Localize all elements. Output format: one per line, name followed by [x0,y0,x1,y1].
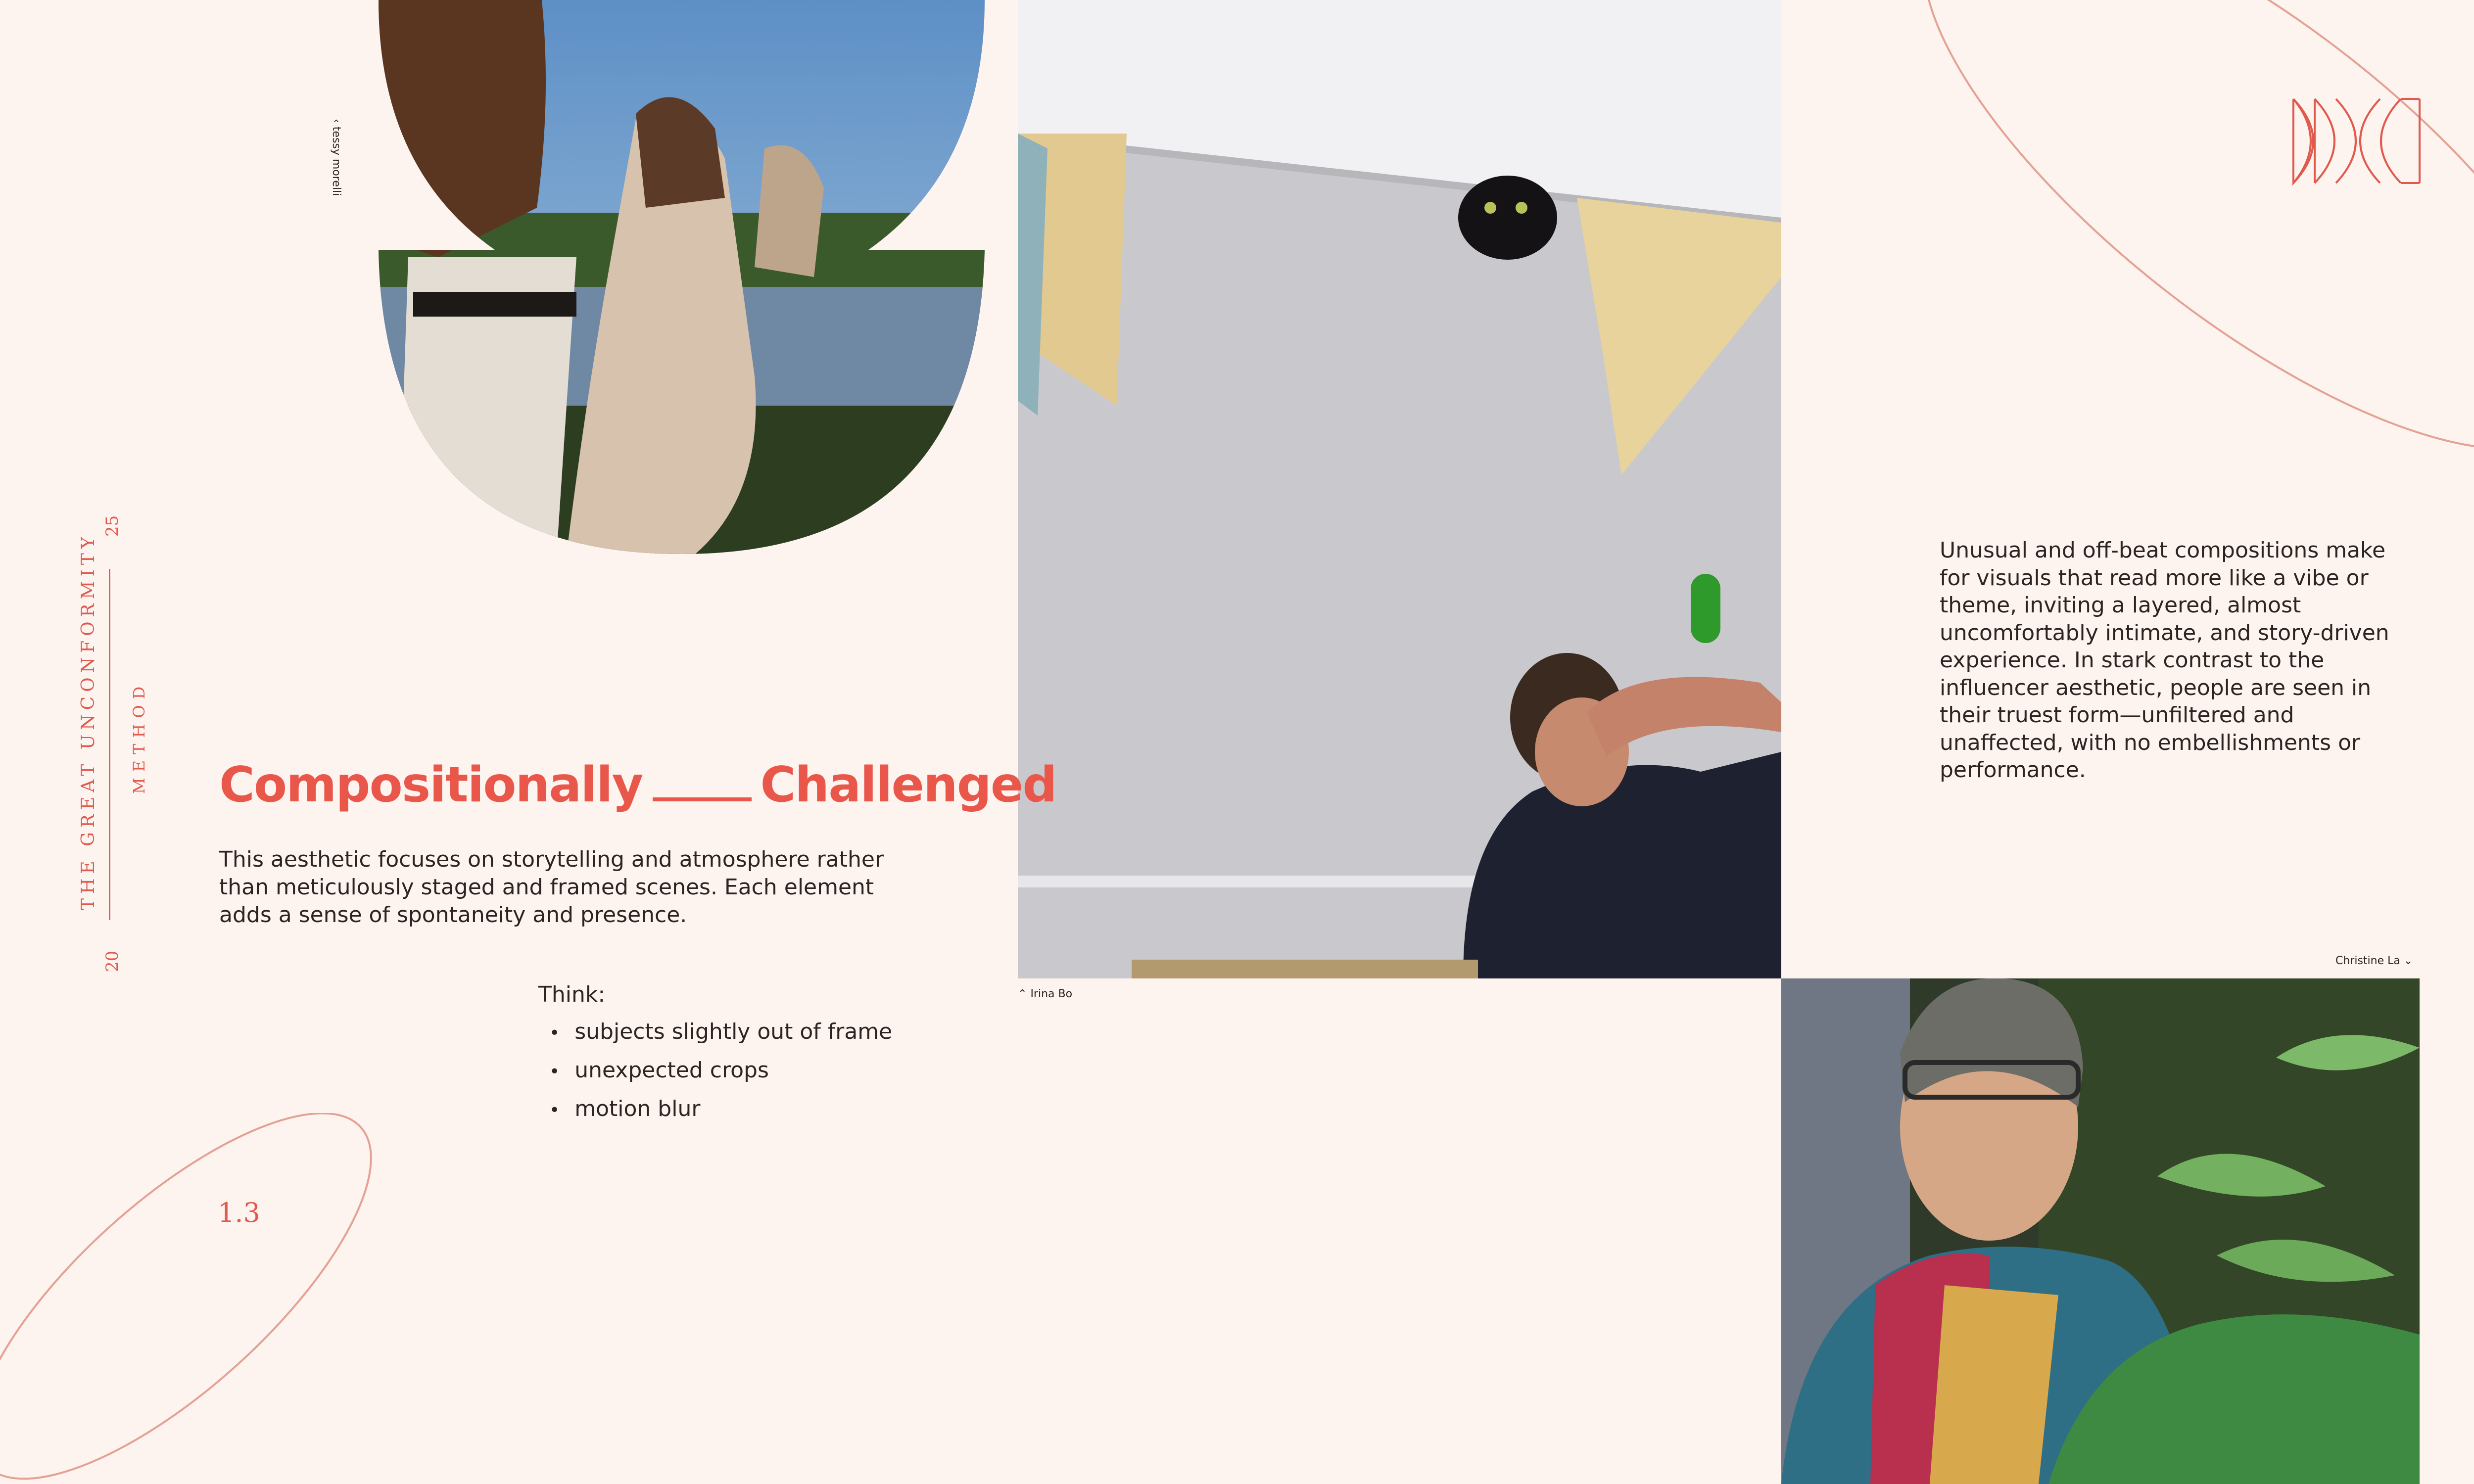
chevron-down-icon: ⌄ [2400,955,2413,967]
intro-paragraph: This aesthetic focuses on storytelling and atmosphere rather than meticulously staged and framed scenes. Each element adds a sense of spontaneity and presence. [219,847,884,928]
list-item: • unexpected crops [549,1058,892,1096]
title-right: Challenged [760,757,1056,813]
think-list [549,1019,892,1135]
decorative-ellipse-top-right [1761,0,2474,544]
photo-cat-ceiling [1018,0,1781,978]
photo-dancing-couple [379,0,985,554]
chevron-left-icon: ‹ [330,119,342,127]
right-paragraph: Unusual and off-beat compositions make for visuals that read more like a vibe or theme, inviting a layered, almost uncomfortably intimate, and story-driven experience. In stark contrast to the influencer aesthetic, people are seen in their truest form—unfiltered and unaffected, with no embellishments or performance. [1940,538,2389,783]
photo-older-person-plant [1781,978,2420,1484]
list-item: • subjects slightly out of frame [549,1019,892,1058]
side-label-year-bottom: 20 [102,950,122,972]
chevron-up-icon: ⌃ [1018,988,1031,1000]
decorative-ellipse-bottom-left [0,1113,445,1484]
title-dash [653,797,752,801]
page-title [219,757,1056,813]
think-label: Think: [538,982,606,1007]
section-number: 1.3 [218,1197,260,1228]
side-label-divider [109,569,110,920]
brand-logo-icon [2291,96,2422,186]
credit-middle: ⌃ Irina Bo [1018,988,1073,1000]
side-label [74,510,148,979]
side-label-subtitle: METHOD [130,680,148,794]
credit-right: Christine La ⌄ [2335,955,2413,967]
side-label-year-top: 25 [102,515,122,537]
list-item: • motion blur [549,1096,892,1135]
title-left: Compositionally [219,757,643,813]
credit-top: ‹ tessy morelli [330,119,342,196]
side-label-title: THE GREAT UNCONFORMITY [78,532,98,910]
